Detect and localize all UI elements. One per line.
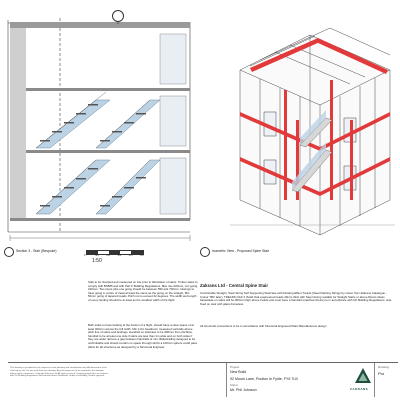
scale-tick-label: 1m xyxy=(95,254,99,257)
scale-tick-label: 3m xyxy=(117,254,122,257)
scale-tick-label: 4m xyxy=(128,254,133,257)
iso-title-marker xyxy=(200,247,210,257)
company-logo xyxy=(354,367,372,385)
title-block xyxy=(8,362,398,399)
iso-title-text: Isometric View - Proposed Spine Stair xyxy=(212,249,270,253)
title-divider xyxy=(226,363,227,397)
grid-marker-label: 1 xyxy=(117,21,119,25)
title-divider-2 xyxy=(374,363,375,397)
scale-tick-label: 2m xyxy=(106,254,110,257)
logo-text: ZAKRANS xyxy=(350,387,369,391)
grid-marker xyxy=(112,10,124,25)
project-name: New Build xyxy=(230,370,247,374)
notes-left-p1: Stair to be checked and measured on site prior to fabrication of stairs. Timber stairs to comply with BS585 and with Part K Building Regulations. Max rise 220mm, min going 220mm. Two risers plus one going should be between 550 and 700mm. Nosings to have going in centre of tread at least the same as the going on the straight. Min 50mm going of tapered treads. Pitch not to exceed 42 degrees. The width and length of every landing should be at least as the smallest width of the flight. xyxy=(88,280,198,302)
project-label: Project xyxy=(230,365,240,369)
scale-label: 1:50 xyxy=(92,258,102,264)
client-label: Client xyxy=(230,383,238,387)
drawing-label: Drawing xyxy=(378,365,390,369)
scale-tick-label: 5m xyxy=(140,254,144,257)
scale-tick-label: 0 xyxy=(84,254,86,257)
fine-print: This drawing is provided for the purpose of stair planning and coordination only. All dimensions to be checked on site. Do not scale from this drawing. Any discrepancies to be reported to the designer before works commence. Copyright Zakrans Ltd. All rights reserved. Drawing produced in accordance with UK Building Regulations and relevant British Standards. Subject to Building Control approval. xyxy=(10,367,109,378)
section-title-text: Section 3 - Stair (Bespoke) xyxy=(16,249,57,253)
drawing-number: Pro xyxy=(378,371,385,376)
notes-right-p2: All structural connections to be in accordance with Structural Engineers/Stair Manufacturers design xyxy=(200,324,327,328)
section-title xyxy=(4,247,14,257)
notes-left-p2: Both sides to have landing at the bottom of a flight, should have a clear space of at least 400mm across the full width. Min 2.0m headroom measured vertically above pitch line of stairs and landings. Handrail on staircase to be 900mm from pitchline, handrail to be at least one side if stairs are less than 1m wide and on both sides if they are wider. Ensure a gap between handrails of min. Balustrading designed to be unclimbable and should contain no space through which a 100mm sphere could pass. Allow for all structures as designed by a Structural Engineer. xyxy=(88,323,198,349)
project-address: 92 Moors Lane, Poulton le Fylde, FY6 7LB xyxy=(230,377,298,381)
notes-right-p1: Comfortable Straight. Steel String Self Supporting Staircase with Floating Effect Treads (Steel Painting Strings by colour from Zakrans Catalogue - Colour TBC later). TREADS OAK 4 (Solid Oak engineered treads 40mm thick with Step Nosing suitable for Straight Stairs or above Risers Glass balustrade on stairs will be 900mm high above treads and must have a handrail (matched choice) to in accordance with UK Building Regulations, side fixed on stair with glass frameless xyxy=(200,291,392,306)
client-name: Mr. Phil Johnson xyxy=(230,388,257,392)
logo-mark-icon xyxy=(354,367,372,385)
isometric-drawing xyxy=(200,0,400,240)
section-drawing xyxy=(0,0,200,260)
notes-right-heading: Zakrans Ltd - Central Spine Stair xyxy=(200,283,269,288)
